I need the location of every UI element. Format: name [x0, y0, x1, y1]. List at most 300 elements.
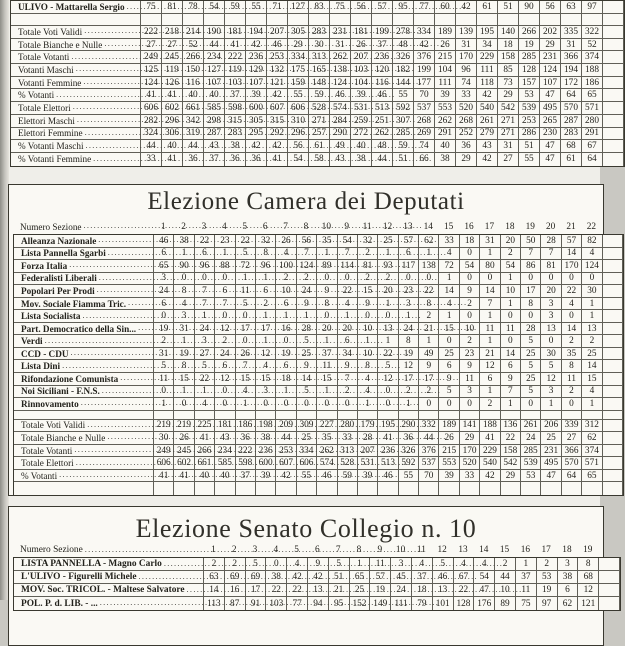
value-cell: 41 — [154, 470, 174, 482]
value-cell: 218 — [162, 26, 183, 38]
value-cell: 2 — [562, 335, 582, 347]
row-label-text: CCD - CDU — [21, 348, 69, 359]
value-cell: 0 — [541, 335, 561, 347]
value-cell: 42 — [477, 89, 498, 101]
value-cell: 27 — [162, 39, 183, 51]
value-cell — [183, 14, 204, 25]
value-cell: 190 — [204, 26, 225, 38]
value-cell: 39 — [256, 470, 276, 482]
value-cell: 1 — [317, 386, 337, 398]
value-cell: 249 — [154, 445, 174, 457]
value-cell: 292 — [267, 128, 288, 140]
clipped-edge-cell — [603, 140, 624, 152]
value-cell: 3 — [541, 386, 561, 398]
value-cell: 291 — [435, 128, 456, 140]
value-cell: 44 — [141, 140, 162, 152]
leader-dots — [74, 64, 417, 73]
value-cell: 136 — [501, 420, 521, 432]
value-cell: 25 — [378, 235, 398, 247]
clipped-edge-cell — [603, 398, 623, 410]
value-cell: 315 — [267, 115, 288, 127]
row-label — [14, 260, 154, 272]
value-cell: 290 — [399, 420, 419, 432]
value-cell: 198 — [256, 420, 276, 432]
row-label-text: Totale Votanti — [18, 52, 70, 63]
leader-dots — [67, 260, 410, 269]
value-cell: 598 — [225, 102, 246, 114]
value-cell: 27 — [562, 432, 582, 444]
value-cell: 38 — [351, 153, 372, 166]
value-cell: 9 — [419, 360, 439, 372]
value-cell — [256, 411, 276, 419]
value-cell: 117 — [399, 260, 419, 272]
value-cell: 6 — [215, 285, 235, 297]
value-cell: 5 — [297, 386, 317, 398]
value-cell: 13 — [582, 323, 602, 335]
value-cell: 215 — [435, 51, 456, 63]
value-cell: 77 — [414, 1, 435, 13]
value-cell: 334 — [297, 445, 317, 457]
value-cell: 64 — [562, 470, 582, 482]
value-cell: 1 — [256, 273, 276, 285]
value-cell: 23 — [399, 285, 419, 297]
value-cell: 132 — [267, 64, 288, 76]
value-cell: 229 — [477, 51, 498, 63]
value-cell — [541, 482, 561, 495]
value-cell: 236 — [256, 445, 276, 457]
value-cell: 42 — [480, 470, 500, 482]
value-cell: 6 — [276, 360, 296, 372]
value-cell: 234 — [215, 445, 235, 457]
section-number-cell: 10 — [321, 221, 331, 232]
value-cell: 11 — [236, 285, 256, 297]
leader-dots — [97, 273, 440, 282]
value-cell — [460, 482, 480, 495]
value-cell — [267, 14, 288, 25]
value-cell: 170 — [460, 445, 480, 457]
clipped-edge-cell — [603, 14, 624, 25]
value-cell: 6 — [195, 248, 215, 260]
value-cell: 20 — [541, 285, 561, 297]
value-cell: 66 — [414, 153, 435, 166]
value-cell: 234 — [204, 51, 225, 63]
value-cell: 22 — [454, 584, 475, 596]
value-cell: 0 — [562, 273, 582, 285]
value-cell: 42 — [414, 39, 435, 51]
value-cell: 139 — [456, 26, 477, 38]
clipped-edge-cell — [603, 285, 623, 297]
value-cell: 74 — [414, 140, 435, 152]
clipped-edge-cell — [603, 128, 624, 140]
value-cell: 118 — [477, 77, 498, 89]
table-row — [14, 273, 623, 286]
value-cell: 63 — [204, 571, 225, 583]
table-row — [11, 26, 624, 39]
value-cell: 10 — [276, 285, 296, 297]
value-cell: 219 — [154, 420, 174, 432]
value-cell: 124 — [297, 260, 317, 272]
value-cell: 22 — [195, 373, 215, 385]
value-cell: 182 — [393, 64, 414, 76]
value-cell: 3 — [460, 386, 480, 398]
value-cell: 22 — [236, 235, 256, 247]
value-cell: 32 — [256, 235, 276, 247]
row-label — [14, 482, 154, 495]
value-cell: 61 — [561, 153, 582, 166]
row-label-text: Lista Dini — [21, 361, 61, 372]
row-label — [13, 219, 153, 234]
value-cell: 41 — [225, 39, 246, 51]
value-cell: 1 — [582, 310, 602, 322]
value-cell: 309 — [297, 420, 317, 432]
table-row — [14, 457, 623, 470]
value-cell: 6 — [558, 584, 579, 596]
leader-dots — [83, 545, 426, 554]
value-cell: 1 — [174, 248, 194, 260]
value-cell: 179 — [358, 420, 378, 432]
value-cell: 59 — [338, 470, 358, 482]
value-cell: 7 — [338, 248, 358, 260]
value-cell: 0 — [419, 398, 439, 410]
row-label-text: Forza Italia — [21, 260, 68, 271]
value-cell: 67 — [454, 571, 475, 583]
row-label-text: Federalisti Liberali — [21, 273, 97, 284]
row-label-text: MOV. Soc. TRICOL. - Maltese Salvatore — [21, 585, 185, 595]
value-cell: 41 — [480, 432, 500, 444]
clipped-edge-cell — [603, 102, 624, 114]
value-cell: 159 — [288, 77, 309, 89]
value-cell: 26 — [174, 432, 194, 444]
value-cell: 28 — [297, 323, 317, 335]
leader-dots — [69, 52, 412, 61]
value-cell: 127 — [288, 1, 309, 13]
value-cell: 283 — [309, 26, 330, 38]
value-cell: 42 — [276, 470, 296, 482]
value-cell: 62 — [419, 235, 439, 247]
leader-dots — [60, 361, 403, 370]
value-cell: 537 — [414, 102, 435, 114]
row-label-text: Rifondazione Comunista — [21, 373, 119, 384]
value-cell: 138 — [419, 260, 439, 272]
value-cell: 47 — [540, 89, 561, 101]
value-cell: 138 — [330, 64, 351, 76]
row-label-text: % Votanti — [21, 470, 58, 481]
value-cell: 1 — [174, 386, 194, 398]
value-cell: 2 — [204, 558, 225, 570]
value-cell: 48 — [393, 39, 414, 51]
value-cell: 0 — [154, 310, 174, 322]
value-cell: 5 — [236, 298, 256, 310]
value-cell: 4 — [358, 373, 378, 385]
value-cell: 0 — [276, 398, 296, 410]
value-cell: 2 — [501, 248, 521, 260]
value-cell: 229 — [480, 445, 500, 457]
value-cell: 366 — [561, 51, 582, 63]
value-cell: 374 — [582, 445, 602, 457]
leader-dots — [75, 115, 418, 124]
value-cell: 18 — [412, 584, 433, 596]
value-cell — [215, 482, 235, 495]
value-cell: 10 — [358, 323, 378, 335]
clipped-edge-cell — [603, 445, 623, 457]
clipped-edge-cell — [603, 386, 623, 398]
senato-section-title: Elezione Senato Collegio n. 10 — [135, 514, 477, 543]
row-label — [14, 398, 154, 410]
value-cell: 37 — [225, 89, 246, 101]
value-cell: 25 — [297, 348, 317, 360]
value-cell: 73 — [498, 77, 519, 89]
value-cell: 495 — [540, 102, 561, 114]
value-cell: 51 — [519, 140, 540, 152]
value-cell: 53 — [519, 89, 540, 101]
clipped-edge-cell — [603, 411, 623, 419]
value-cell: 15 — [236, 373, 256, 385]
row-label-text: Totale Bianche e Nulle — [18, 39, 103, 50]
table-row — [11, 89, 624, 102]
value-cell: 0 — [562, 310, 582, 322]
value-cell: 189 — [439, 420, 459, 432]
value-cell: 9 — [460, 360, 480, 372]
value-cell: 28 — [358, 432, 378, 444]
value-cell: 574 — [330, 102, 351, 114]
value-cell: 29 — [498, 89, 519, 101]
clipped-edge-cell — [599, 571, 620, 583]
value-cell — [358, 482, 378, 495]
value-cell — [358, 411, 378, 419]
value-cell: 0 — [378, 386, 398, 398]
leader-dots — [79, 398, 422, 407]
value-cell: 12 — [578, 584, 599, 596]
value-cell: 14 — [562, 323, 582, 335]
leader-dots — [162, 559, 505, 568]
value-cell: 24 — [215, 348, 235, 360]
value-cell: 51 — [498, 1, 519, 13]
leader-dots — [98, 598, 441, 607]
voter-totals-table-fragment — [10, 0, 625, 167]
section-number-cell: 17 — [484, 221, 495, 232]
value-cell: 3 — [558, 558, 579, 570]
row-label — [11, 153, 141, 166]
row-label-text: Elettori Femmine — [18, 128, 83, 139]
value-cell: 116 — [183, 77, 204, 89]
row-label-text: Popolari Per Prodi — [21, 285, 95, 296]
value-cell: 11 — [370, 558, 391, 570]
row-label-text: POL. P. d. LIB. - ... — [21, 598, 98, 609]
value-cell: 64 — [582, 153, 603, 166]
clipped-edge-cell — [603, 39, 624, 51]
value-cell: 170 — [456, 51, 477, 63]
value-cell — [521, 411, 541, 419]
value-cell: 61 — [309, 140, 330, 152]
value-cell: 15 — [256, 373, 276, 385]
value-cell: 95 — [329, 597, 350, 610]
row-label-text: Totale Elettori — [21, 458, 74, 469]
value-cell: 251 — [372, 115, 393, 127]
value-cell: 7 — [215, 298, 235, 310]
value-cell: 27 — [195, 348, 215, 360]
value-cell: 1 — [174, 335, 194, 347]
clipped-edge-cell — [603, 248, 623, 260]
value-cell — [501, 411, 521, 419]
value-cell: 1 — [480, 335, 500, 347]
value-cell — [582, 14, 603, 25]
value-cell: 513 — [378, 457, 398, 469]
value-cell — [439, 411, 459, 419]
value-cell: 1 — [439, 310, 459, 322]
value-cell: 46 — [372, 89, 393, 101]
value-cell: 25 — [582, 348, 602, 360]
value-cell: 306 — [162, 128, 183, 140]
value-cell: 52 — [183, 39, 204, 51]
value-cell: 2 — [225, 558, 246, 570]
value-cell: 41 — [195, 432, 215, 444]
camera-section-title: Elezione Camera dei Deputati — [147, 188, 465, 215]
value-cell: 4 — [562, 298, 582, 310]
leader-dots — [82, 26, 425, 35]
value-cell — [317, 411, 337, 419]
value-cell: 0 — [541, 273, 561, 285]
value-cell: 12 — [256, 348, 276, 360]
row-label — [11, 102, 141, 114]
value-cell: 54 — [501, 260, 521, 272]
row-label-text: Mov. Sociale Fiamma Tric. — [21, 298, 127, 309]
value-cell: 126 — [162, 77, 183, 89]
value-cell: 26 — [351, 39, 372, 51]
value-cell — [288, 14, 309, 25]
value-cell — [460, 411, 480, 419]
value-cell: 4 — [338, 298, 358, 310]
value-cell: 269 — [414, 128, 435, 140]
value-cell: 265 — [540, 115, 561, 127]
value-cell: 12 — [378, 373, 398, 385]
section-number-cell: 6 — [262, 221, 268, 232]
value-cell: 319 — [183, 128, 204, 140]
value-cell: 64 — [561, 89, 582, 101]
section-number-cell: 14 — [423, 221, 433, 232]
value-cell: 266 — [519, 26, 540, 38]
value-cell — [399, 411, 419, 419]
leader-dots — [102, 39, 445, 48]
value-cell: 54 — [338, 235, 358, 247]
value-cell: 41 — [267, 153, 288, 166]
value-cell: 1 — [399, 398, 419, 410]
leader-dots — [54, 90, 397, 99]
value-cell: 209 — [276, 420, 296, 432]
value-cell: 291 — [582, 128, 603, 140]
leader-dots — [185, 585, 528, 594]
value-cell: 3 — [391, 558, 412, 570]
value-cell: 0 — [378, 310, 398, 322]
value-cell: 149 — [370, 597, 391, 610]
clipped-edge-cell — [602, 219, 622, 234]
value-cell: 20 — [378, 285, 398, 297]
value-cell: 0 — [174, 398, 194, 410]
value-cell: 90 — [174, 260, 194, 272]
row-label-text: Elettori Maschi — [18, 115, 75, 126]
value-cell: 199 — [372, 26, 393, 38]
value-cell: 38 — [256, 432, 276, 444]
table-row — [11, 1, 624, 14]
value-cell: 231 — [330, 26, 351, 38]
row-label — [14, 248, 154, 260]
value-cell: 285 — [521, 445, 541, 457]
clipped-edge-cell — [603, 432, 623, 444]
clipped-edge-cell — [603, 373, 623, 385]
value-cell: 195 — [378, 420, 398, 432]
section-number-cell: 3 — [252, 545, 258, 555]
value-cell: 285 — [393, 128, 414, 140]
value-cell: 26 — [276, 235, 296, 247]
value-cell: 62 — [558, 597, 579, 610]
leader-dots — [105, 432, 448, 441]
value-cell — [338, 411, 358, 419]
value-cell: 11 — [480, 323, 500, 335]
value-cell: 0 — [215, 310, 235, 322]
value-cell: 4 — [454, 558, 475, 570]
value-cell: 5 — [521, 386, 541, 398]
value-cell: 70 — [419, 470, 439, 482]
value-cell — [519, 14, 540, 25]
row-label — [14, 420, 154, 432]
value-cell: 272 — [351, 128, 372, 140]
value-cell: 11 — [317, 360, 337, 372]
row-label — [14, 386, 154, 398]
value-cell: 261 — [521, 420, 541, 432]
value-cell: 18 — [498, 39, 519, 51]
value-cell: 1 — [541, 398, 561, 410]
row-label — [14, 558, 204, 570]
value-cell: 2 — [297, 273, 317, 285]
value-cell: 290 — [330, 128, 351, 140]
value-cell: 6 — [501, 360, 521, 372]
value-cell: 74 — [456, 77, 477, 89]
value-cell: 0 — [460, 310, 480, 322]
value-cell: 2 — [154, 335, 174, 347]
value-cell: 4 — [474, 558, 495, 570]
value-cell: 0 — [419, 273, 439, 285]
value-cell: 661 — [183, 102, 204, 114]
value-cell: 177 — [414, 77, 435, 89]
value-cell: 0 — [174, 273, 194, 285]
row-label-text: Numero Sezione — [20, 545, 83, 555]
value-cell: 7 — [338, 373, 358, 385]
value-cell: 48 — [372, 140, 393, 152]
section-number-cell: 5 — [294, 545, 299, 555]
value-cell: 5 — [329, 558, 350, 570]
value-cell: 59 — [225, 1, 246, 13]
value-cell — [378, 411, 398, 419]
value-cell: 6 — [338, 335, 358, 347]
clipped-edge-cell — [603, 335, 623, 347]
value-cell: 78 — [183, 1, 204, 13]
value-cell: 12 — [480, 360, 500, 372]
value-cell: 53 — [537, 571, 558, 583]
value-cell: 33 — [338, 432, 358, 444]
row-label-text: L'ULIVO - Figurelli Michele — [21, 572, 137, 582]
value-cell: 107 — [246, 77, 267, 89]
value-cell: 124 — [330, 77, 351, 89]
value-cell — [414, 14, 435, 25]
value-cell — [521, 482, 541, 495]
value-cell: 14 — [297, 373, 317, 385]
value-cell — [399, 482, 419, 495]
table-grid — [10, 0, 625, 167]
value-cell: 46 — [330, 89, 351, 101]
value-cell: 181 — [351, 26, 372, 38]
value-cell: 36 — [456, 140, 477, 152]
table-spacer-row — [14, 482, 623, 495]
value-cell: 7 — [195, 285, 215, 297]
